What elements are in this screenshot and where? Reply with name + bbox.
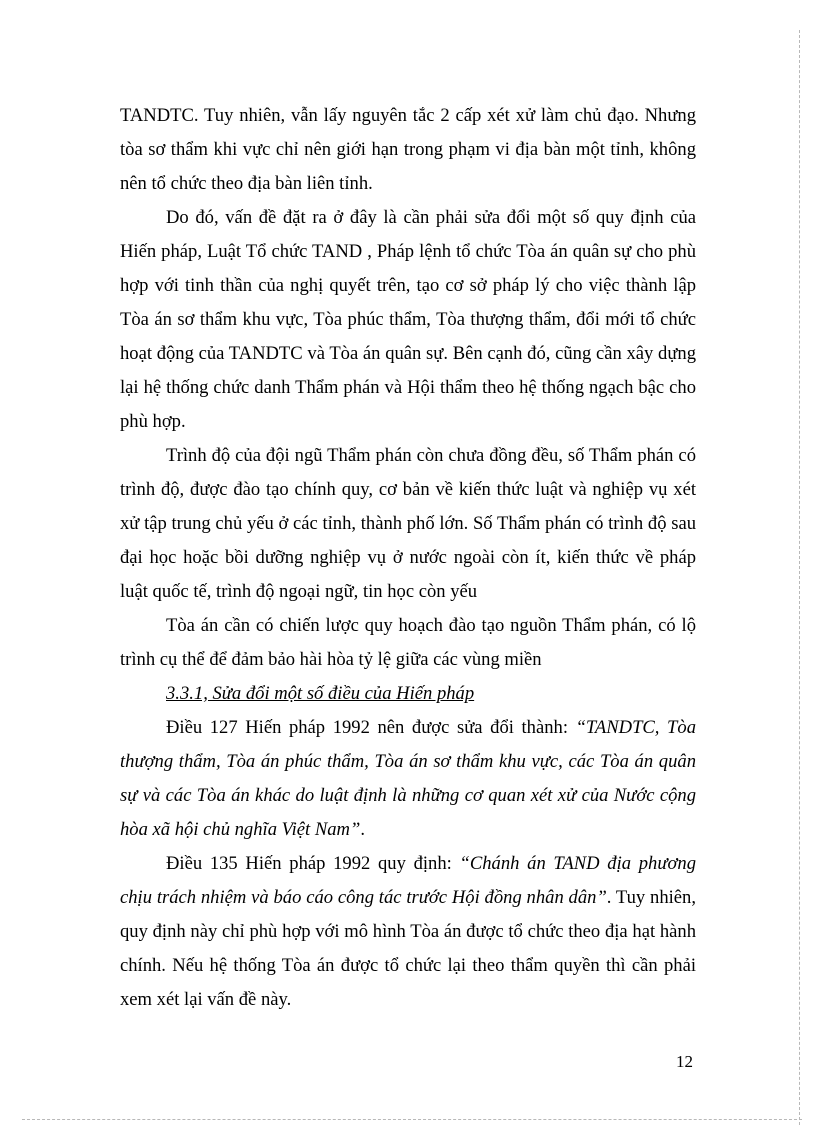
paragraph-article-135 — [120, 847, 696, 1017]
paragraph: Trình độ của đội ngũ Thẩm phán còn chưa đồng đều, số Thẩm phán có trình độ, được đào tạo chính quy, cơ bản về kiến thức luật và nghiệp vụ xét xử tập trung chủ yếu ở các tỉnh, thành phố lớn. Số Thẩm phán có trình độ sau đại học hoặc bồi dưỡng nghiệp vụ ở nước ngoài còn ít, kiến thức về pháp luật quốc tế, trình độ ngoại ngữ, tin học còn yếu — [120, 445, 696, 602]
section-heading: 3.3.1, Sửa đổi một số điều của Hiến pháp — [166, 683, 475, 704]
document-body — [120, 99, 696, 1017]
article-135-lead: Điều 135 Hiến pháp 1992 quy định: — [166, 853, 460, 874]
article-127-quote: “TANDTC, Tòa thượng thẩm, Tòa án phúc thẩm, Tòa án sơ thẩm khu vực, các Tòa án quân sự và các Tòa án khác do luật định là những cơ quan xét xử của Nước cộng hòa xã hội chủ nghĩa Việt Nam” — [120, 717, 696, 840]
page-border-right — [799, 30, 800, 1125]
article-127-tail: . — [360, 819, 365, 840]
paragraph-article-127 — [120, 711, 696, 847]
article-127-lead: Điều 127 Hiến pháp 1992 nên được sửa đổi thành: — [166, 717, 576, 738]
page-border-bottom — [22, 1119, 802, 1120]
article-135-quote: “Chánh án TAND địa phương chịu trách nhiệm và báo cáo công tác trước Hội đồng nhân dân” — [120, 853, 696, 908]
article-135-tail: . Tuy nhiên, quy định này chỉ phù hợp với mô hình Tòa án được tổ chức theo địa hạt hành chính. Nếu hệ thống Tòa án được tổ chức lại theo thẩm quyền thì cần phải xem xét lại vấn đề này. — [120, 887, 696, 1010]
paragraph: Do đó, vấn đề đặt ra ở đây là cần phải sửa đổi một số quy định của Hiến pháp, Luật Tổ chức TAND , Pháp lệnh tổ chức Tòa án quân sự cho phù hợp với tinh thần của nghị quyết trên, tạo cơ sở pháp lý cho việc thành lập Tòa án sơ thẩm khu vực, Tòa phúc thẩm, Tòa thượng thẩm, đổi mới tổ chức hoạt động của TANDTC và Tòa án quân sự. Bên cạnh đó, cũng cần xây dựng lại hệ thống chức danh Thẩm phán và Hội thẩm theo hệ thống ngạch bậc cho phù hợp. — [120, 207, 696, 432]
page-number: 12 — [676, 1052, 693, 1071]
paragraph: Tòa án cần có chiến lược quy hoạch đào tạo nguồn Thẩm phán, có lộ trình cụ thể để đảm bảo hài hòa tỷ lệ giữa các vùng miền — [120, 615, 696, 670]
paragraph: TANDTC. Tuy nhiên, vẫn lấy nguyên tắc 2 cấp xét xử làm chủ đạo. Nhưng tòa sơ thẩm khi vực chỉ nên giới hạn trong phạm vi địa bàn một tỉnh, không nên tổ chức theo địa bàn liên tỉnh. — [120, 105, 696, 194]
